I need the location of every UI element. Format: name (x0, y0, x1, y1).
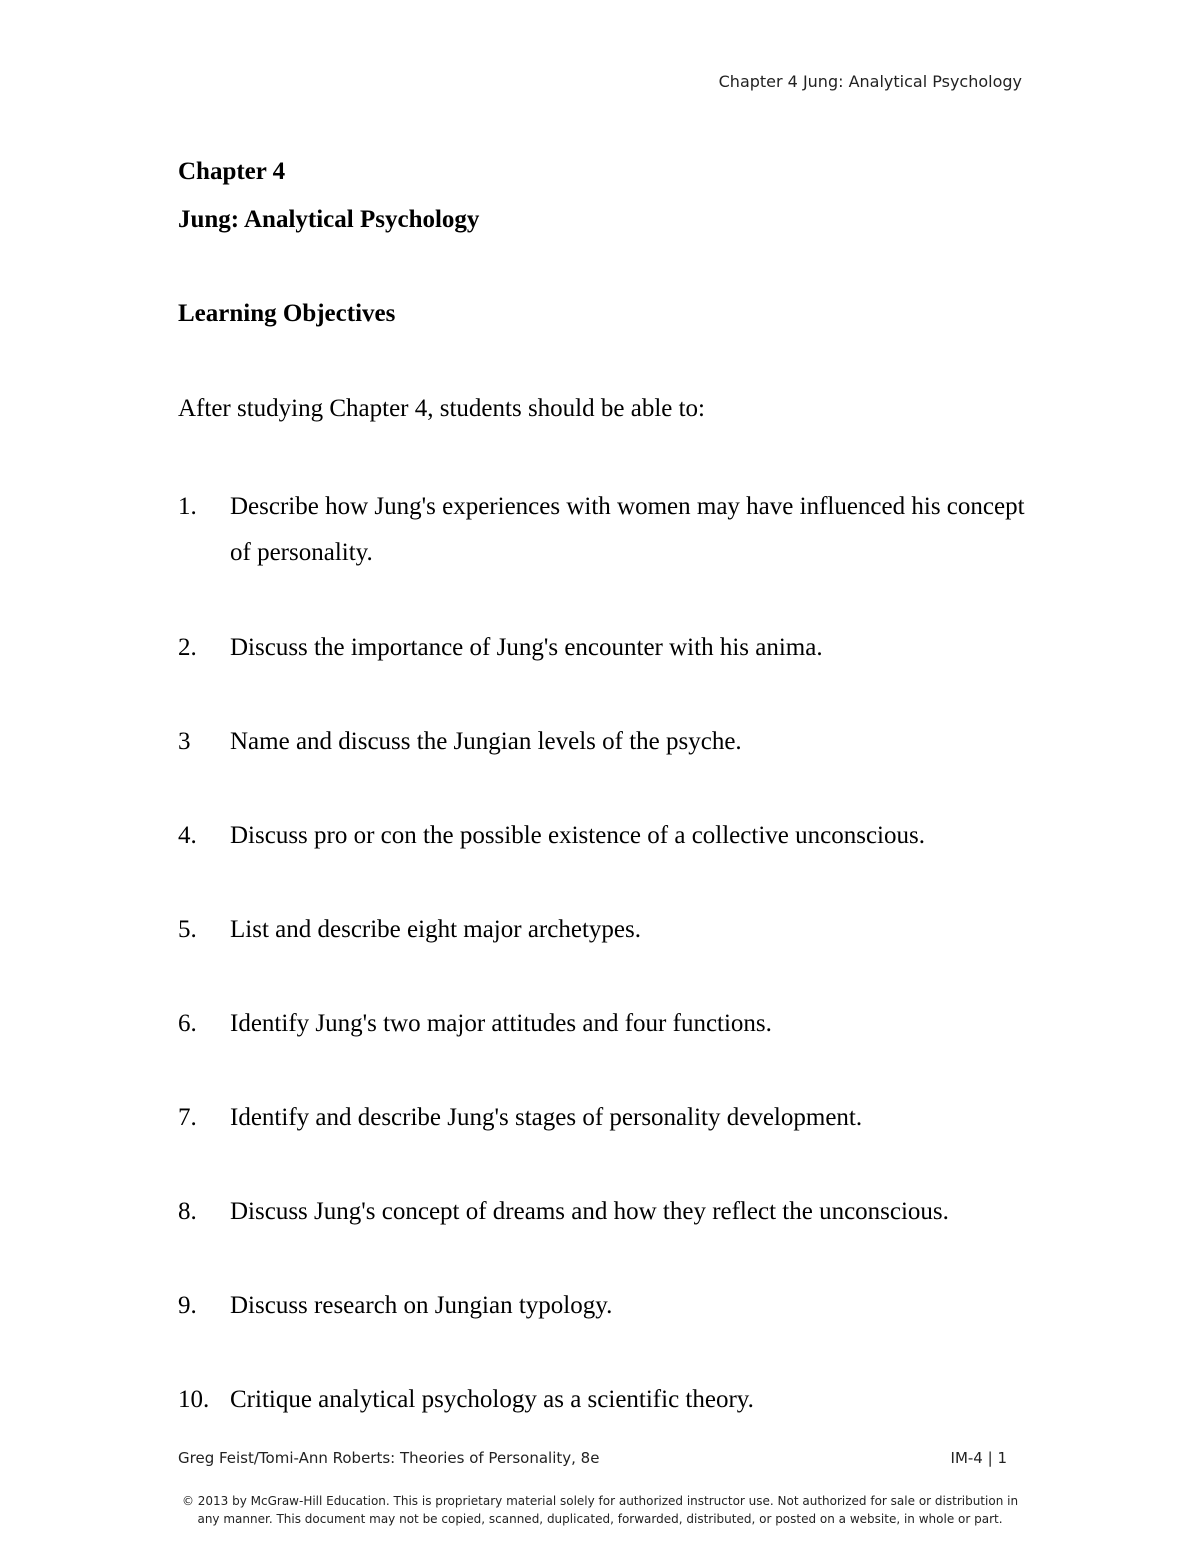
chapter-title: Jung: Analytical Psychology (178, 206, 480, 233)
list-item-number: 5. (178, 916, 197, 943)
list-item-number: 6. (178, 1010, 197, 1037)
copyright-notice: © 2013 by McGraw-Hill Education. This is proprietary material solely for authorized instructor use. Not authorized for sale or distribution in any manner. This document may not be copied, scanned, duplicated, forwarded, distributed, or posted on a website, in whole or part. (181, 1494, 1019, 1526)
list-item-text: Critique analytical psychology as a scientific theory. (230, 1386, 754, 1413)
list-item-text: Name and discuss the Jungian levels of the psyche. (230, 728, 742, 755)
list-item-number: 2. (178, 634, 197, 661)
list-item-number: 8. (178, 1198, 197, 1225)
footer-book-title: Greg Feist/Tomi-Ann Roberts: Theories of Personality, 8e (178, 1449, 600, 1467)
list-item-text: Discuss research on Jungian typology. (230, 1292, 613, 1319)
list-item-text: Identify and describe Jung's stages of personality development. (230, 1104, 863, 1131)
chapter-number: Chapter 4 (178, 158, 286, 185)
list-item-number: 1. (178, 493, 197, 520)
list-item-text: Identify Jung's two major attitudes and four functions. (230, 1010, 772, 1037)
list-item-text: List and describe eight major archetypes. (230, 916, 641, 943)
list-item-text: Discuss Jung's concept of dreams and how they reflect the unconscious. (230, 1198, 949, 1225)
intro-text: After studying Chapter 4, students should be able to: (178, 395, 706, 422)
list-item-text: Describe how Jung's experiences with women may have influenced his concept of personality. (230, 493, 1025, 566)
list-item-number: 7. (178, 1104, 197, 1131)
footer-page-number: IM-4 | 1 (950, 1449, 1007, 1467)
list-item-text: Discuss the importance of Jung's encounter with his anima. (230, 634, 823, 661)
running-header: Chapter 4 Jung: Analytical Psychology (718, 72, 1022, 91)
section-heading: Learning Objectives (178, 300, 396, 327)
list-item-number: 4. (178, 822, 197, 849)
list-item-text: Discuss pro or con the possible existence of a collective unconscious. (230, 822, 925, 849)
list-item-number: 10. (178, 1386, 210, 1413)
list-item-number: 9. (178, 1292, 197, 1319)
list-item-number: 3 (178, 728, 191, 755)
